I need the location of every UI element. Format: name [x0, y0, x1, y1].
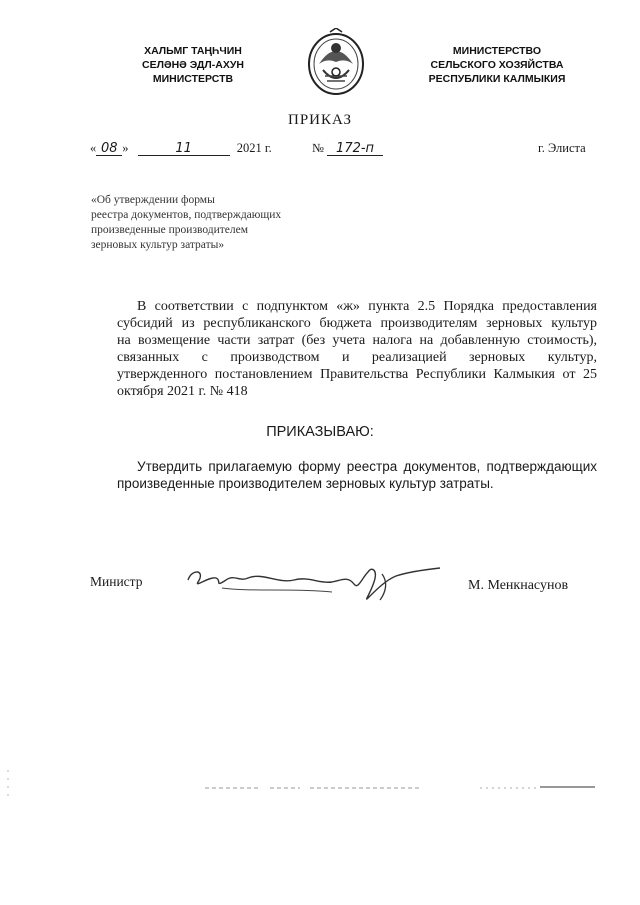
- header-right-line: МИНИСТЕРСТВО: [452, 45, 542, 57]
- number-prefix: №: [312, 141, 324, 155]
- header-right-block: [412, 44, 582, 86]
- order-date: « 08 » 11 2021 г.: [90, 141, 272, 156]
- preamble-line: В соответствии с подпунктом «ж» пункта 2.5 Порядка предоставления: [137, 299, 597, 314]
- order-subject: [91, 193, 331, 253]
- subject-line: «Об утверждении формы: [91, 194, 215, 206]
- preamble-line: октября 2021 г. № 418: [117, 384, 248, 399]
- date-day: 08: [96, 143, 122, 156]
- decree-heading: ПРИКАЗЫВАЮ:: [266, 424, 374, 440]
- number-value: 172-п: [327, 143, 383, 156]
- header-left-block: [118, 44, 268, 86]
- header-right-line: СЕЛЬСКОГО ХОЗЯЙСТВА: [430, 59, 564, 71]
- scan-artifact-marks: [0, 760, 640, 820]
- order-city: г. Элиста: [538, 141, 586, 155]
- order-title: ПРИКАЗ: [288, 112, 352, 128]
- subject-line: произведенные производителем: [91, 224, 249, 236]
- header-left-line: СЕЛӘНӘ ЭДЛ-АХУН: [142, 59, 244, 71]
- preamble-line: утвержденного постановлением Правительства Республики Калмыкия от 25: [117, 367, 597, 382]
- kalmykia-emblem-icon: [305, 28, 367, 96]
- subject-line: зерновых культур затраты»: [91, 239, 225, 251]
- header-left-line: МИНИСТЕРСТВ: [152, 73, 234, 85]
- header-right-line: РЕСПУБЛИКИ КАЛМЫКИЯ: [428, 73, 566, 85]
- preamble-line: на возмещение части затрат (без учета налога на добавленную стоимость),: [117, 333, 597, 348]
- resolution-line: Утвердить прилагаемую форму реестра документов, подтверждающих: [137, 459, 597, 474]
- order-number: [312, 141, 383, 156]
- signatory-position: Министр: [90, 574, 143, 589]
- header-left-line: ХАЛЬМГ ТАҢҺЧИН: [144, 45, 242, 57]
- date-month: 11: [138, 143, 230, 156]
- preamble-line: субсидий из республиканского бюджета производителям зерновых культур: [117, 316, 597, 331]
- subject-line: реестра документов, подтверждающих: [91, 209, 282, 221]
- date-year: 2021 г.: [236, 141, 272, 155]
- handwritten-signature-icon: [182, 558, 452, 608]
- preamble-line: связанных с производством и реализацией зерновых культур,: [117, 350, 597, 365]
- preamble-paragraph: [117, 298, 597, 400]
- resolution-line: произведенные производителем зерновых культур затраты.: [117, 476, 494, 491]
- resolution-paragraph: [117, 458, 597, 492]
- signatory-name: М. Менкнасунов: [468, 578, 569, 593]
